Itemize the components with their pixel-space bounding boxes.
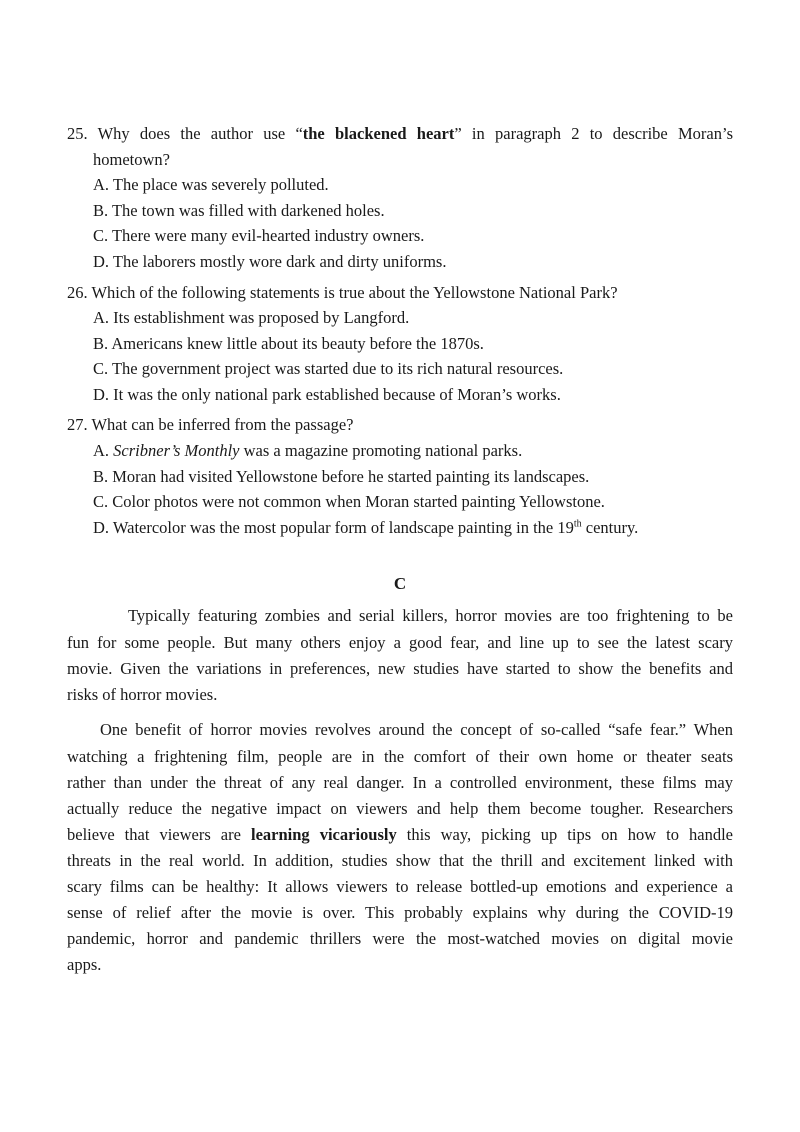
- question-27-stem-text: What can be inferred from the passage?: [91, 415, 354, 434]
- question-26-option-b: B. Americans knew little about its beauty before the 1870s.: [93, 334, 484, 353]
- paragraph-1-line-4: risks of horror movies.: [67, 685, 218, 704]
- question-25-option-a: A. The place was severely polluted.: [93, 175, 329, 194]
- question-26-stem: [67, 280, 618, 306]
- question-27-number: 27.: [67, 415, 88, 434]
- question-27-option-a-italic: Scribner’s Monthly: [113, 441, 240, 460]
- paragraph-2-line-5-before: believe that viewers are: [67, 825, 251, 844]
- question-27-option-d-after: century.: [581, 518, 639, 537]
- question-27-option-d: [93, 515, 638, 541]
- paragraph-2-line-8: sense of relief after the movie is over. This probably explains why during the COVID-19: [67, 903, 733, 922]
- paragraph-2-line-6: threats in the real world. In addition, studies show that the thrill and excitement linked with: [67, 851, 733, 870]
- paragraph-2-line-5: [67, 822, 733, 848]
- question-27-option-b: B. Moran had visited Yellowstone before he started painting its landscapes.: [93, 467, 590, 486]
- question-27-option-c: C. Color photos were not common when Moran started painting Yellowstone.: [93, 492, 605, 511]
- paragraph-2-line-4: actually reduce the negative impact on viewers and help them become tougher. Researchers: [67, 799, 733, 818]
- question-26-stem-text: Which of the following statements is true about the Yellowstone National Park?: [91, 283, 618, 302]
- paragraph-2-line-10: apps.: [67, 955, 102, 974]
- question-25-stem-bold: the blackened heart: [302, 124, 455, 143]
- paragraph-1-line-2: fun for some people. But many others enjoy a good fear, and line up to see the latest scary: [67, 633, 733, 652]
- question-25-stem: [67, 121, 733, 147]
- question-27-option-d-sup: th: [573, 518, 582, 530]
- question-25-option-c: C. There were many evil-hearted industry owners.: [93, 226, 425, 245]
- section-heading: C: [393, 574, 407, 593]
- question-25-option-d: D. The laborers mostly wore dark and dirty uniforms.: [93, 252, 447, 271]
- question-27-option-a: [93, 438, 522, 464]
- paragraph-1-line-3: movie. Given the variations in preferences, new studies have started to show the benefits and: [67, 659, 733, 678]
- question-26-option-d: D. It was the only national park established because of Moran’s works.: [93, 385, 561, 404]
- question-25-stem-before: Why does the author use “: [97, 124, 303, 143]
- paragraph-2-line-5-after: this way, picking up tips on how to handle: [396, 825, 734, 844]
- question-26-number: 26.: [67, 283, 88, 302]
- question-27-stem: [67, 412, 354, 438]
- question-27-option-d-before: D. Watercolor was the most popular form of landscape painting in the 19: [93, 518, 574, 537]
- question-27-option-a-rest: was a magazine promoting national parks.: [239, 441, 523, 460]
- question-25-stem-cont: hometown?: [93, 150, 170, 169]
- paragraph-2-line-9: pandemic, horror and pandemic thrillers were the most-watched movies on digital movie: [67, 929, 733, 948]
- paragraph-2-line-7: scary films can be healthy: It allows viewers to release bottled-up emotions and experience a: [67, 877, 733, 896]
- paragraph-2-line-5-bold: learning vicariously: [251, 825, 397, 844]
- question-26-option-c: C. The government project was started due to its rich natural resources.: [93, 359, 564, 378]
- paragraph-2-line-3: rather than under the threat of any real danger. In a controlled environment, these films may: [67, 773, 733, 792]
- paragraph-2-line-2: watching a frightening film, people are in the comfort of their own home or theater seats: [67, 747, 733, 766]
- question-25-number: 25.: [67, 124, 88, 143]
- question-25-stem-after: ” in paragraph 2 to describe Moran’s: [454, 124, 733, 143]
- paragraph-1-line-1: Typically featuring zombies and serial killers, horror movies are too frightening to be: [128, 606, 733, 625]
- question-27-option-a-prefix: A.: [93, 441, 114, 460]
- question-26-option-a: A. Its establishment was proposed by Langford.: [93, 308, 410, 327]
- question-25-option-b: B. The town was filled with darkened holes.: [93, 201, 385, 220]
- paragraph-2-line-1: One benefit of horror movies revolves around the concept of so-called “safe fear.” When: [100, 720, 733, 739]
